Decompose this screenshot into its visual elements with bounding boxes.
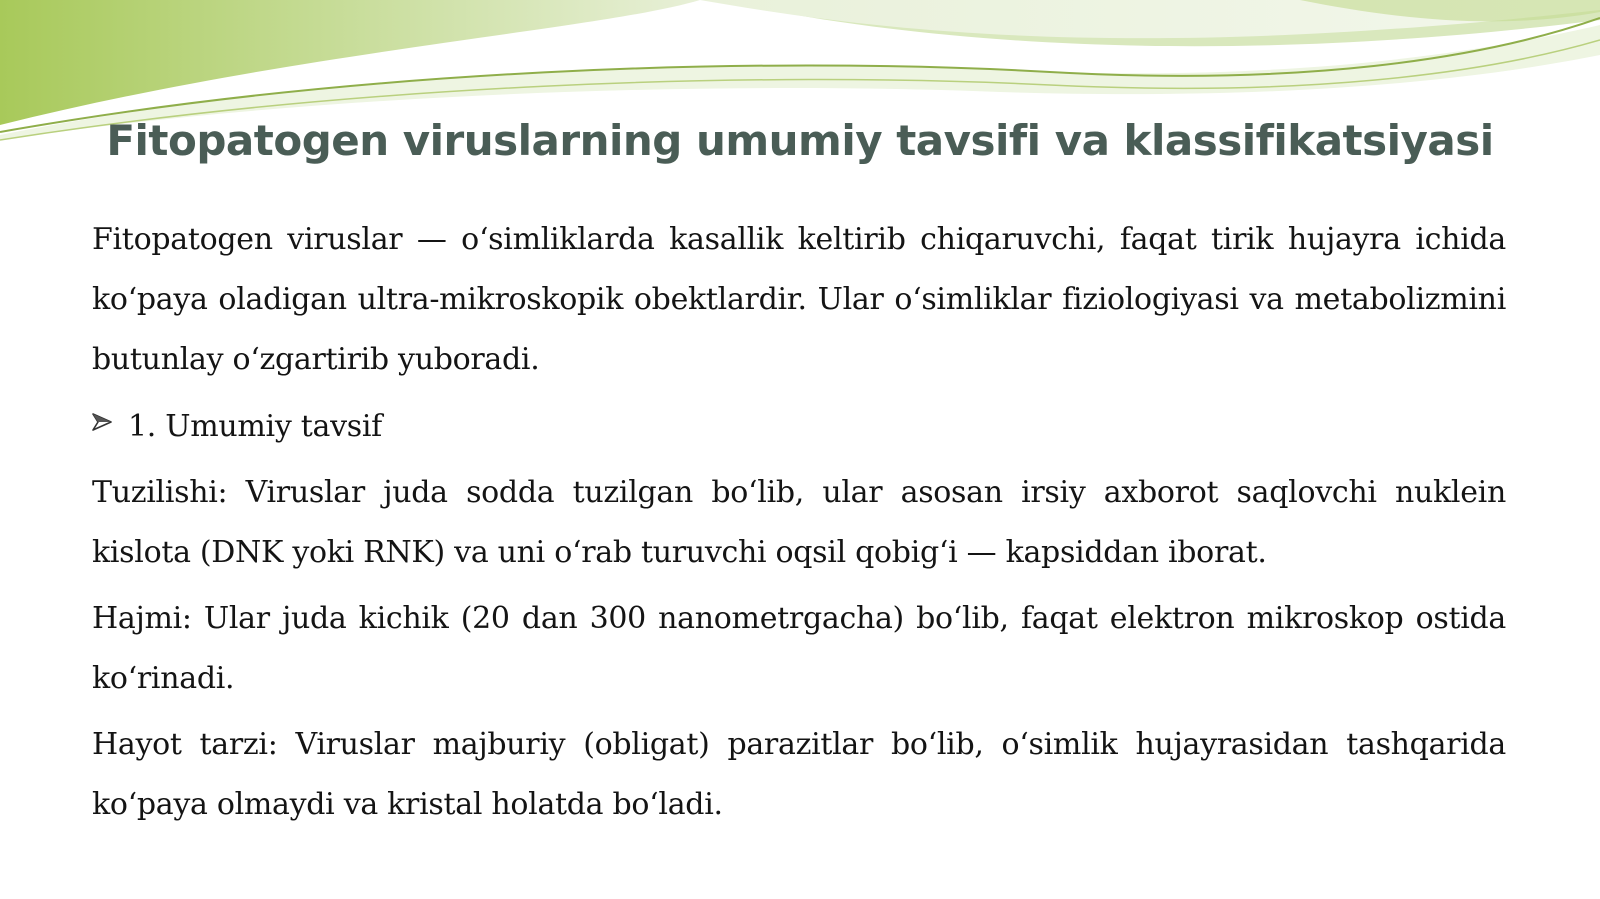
section-heading [92,396,382,457]
slide-title: Fitopatogen viruslarning umumiy tavsifi va klassifikatsiyasi [106,116,1494,165]
intro-paragraph: Fitopatogen viruslar — o‘simliklarda kasallik keltirib chiqaruvchi, faqat tirik hujayra ichida ko‘paya oladigan ultra-mikroskopik obektlardir. Ular o‘simliklar fiziologiyasi va metabolizmini butunlay o‘zgartirib yuboradi. [92,222,1506,377]
arrowhead-bullet-icon [92,396,128,456]
lifestyle-paragraph: Hayot tarzi: Viruslar majburiy (obligat) parazitlar bo‘lib, o‘simlik hujayrasidan tashqarida ko‘paya olmaydi va kristal holatda bo‘ladi. [92,727,1506,822]
structure-paragraph: Tuzilishi: Viruslar juda sodda tuzilgan bo‘lib, ular asosan irsiy axborot saqlovchi nuklein kislota (DNK yoki RNK) va uni o‘rab turuvchi oqsil qobig‘i — kapsiddan iborat. [92,475,1506,570]
size-paragraph: Hajmi: Ular juda kichik (20 dan 300 nanometrgacha) bo‘lib, faqat elektron mikroskop ostida ko‘rinadi. [92,601,1506,696]
section-heading-label: 1. Umumiy tavsif [128,409,382,444]
